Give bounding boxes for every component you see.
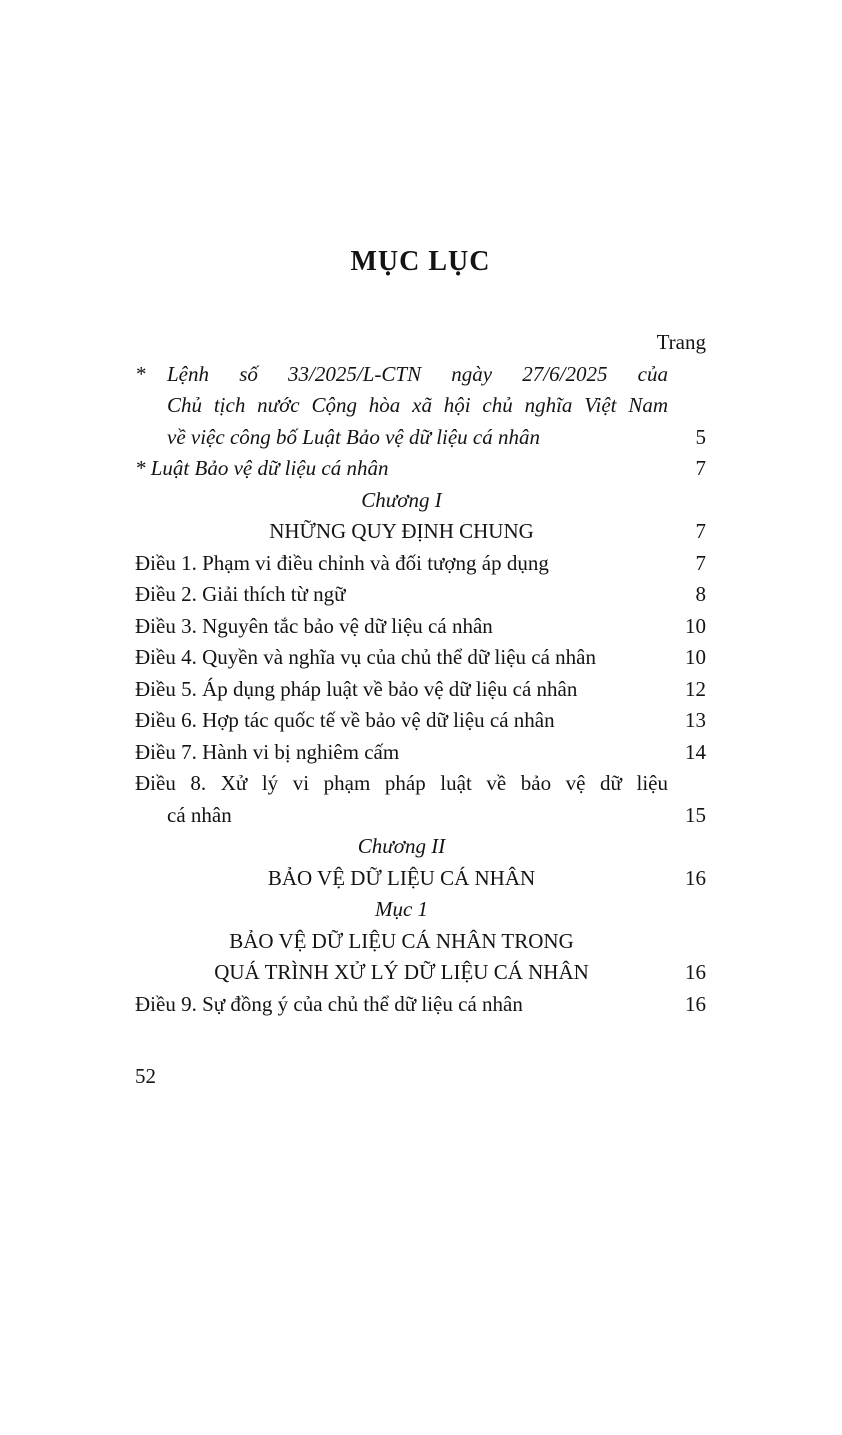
toc-row: [135, 359, 706, 391]
toc-page-number: 16: [685, 991, 706, 1016]
toc-row: [135, 390, 706, 422]
toc-row: [135, 800, 706, 832]
toc-page-number: [668, 894, 706, 926]
toc-rows: [135, 359, 706, 1021]
folio-page-number: 52: [135, 1064, 156, 1088]
toc-entry-text: Điều 3. Nguyên tắc bảo vệ dữ liệu cá nhân: [135, 613, 493, 638]
toc-entry-text: Điều 7. Hành vi bị nghiêm cấm: [135, 739, 400, 764]
toc-row: [135, 926, 706, 958]
toc-entry-text: NHỮNG QUY ĐỊNH CHUNG: [269, 519, 534, 543]
toc-page-number: [668, 359, 706, 391]
toc-row: [135, 989, 706, 1021]
book-page: [0, 245, 842, 1435]
toc-page-number: 15: [685, 802, 706, 827]
toc-entry-text: BẢO VỆ DỮ LIỆU CÁ NHÂN: [267, 865, 536, 890]
toc-row: [135, 548, 706, 580]
toc-page-number: 7: [695, 456, 706, 480]
toc-page-number: [668, 390, 706, 422]
toc-row: [135, 422, 706, 454]
toc-page-number: 10: [685, 645, 706, 669]
toc-row: [135, 957, 706, 989]
toc-entry-text: Chương I: [361, 487, 442, 512]
toc-row: [135, 831, 706, 863]
toc-entry-text: cá nhân: [167, 802, 232, 827]
toc-entry-text: * Lệnh số 33/2025/L-CTN ngày 27/6/2025 của: [135, 359, 668, 391]
toc-entry-text: Điều 8. Xử lý vi phạm pháp luật về bảo vệ dữ liệu: [135, 771, 668, 795]
toc-page-number: 16: [685, 960, 706, 984]
toc-page-number: 16: [685, 865, 706, 890]
toc-row: [135, 485, 706, 517]
toc-entry-text: Điều 2. Giải thích từ ngữ: [135, 582, 346, 606]
table-of-contents: [135, 327, 706, 1020]
toc-entry-text: Mục 1: [374, 897, 429, 921]
toc-row: [135, 642, 706, 674]
toc-row: [135, 674, 706, 706]
toc-page-number: 7: [695, 519, 706, 543]
toc-entry-text: * Luật Bảo vệ dữ liệu cá nhân: [135, 456, 389, 480]
page-content: [135, 245, 706, 1093]
toc-row: [135, 611, 706, 643]
toc-entry-text: Điều 6. Hợp tác quốc tế về bảo vệ dữ liệu cá nhân: [135, 708, 555, 732]
toc-page-number: [668, 768, 706, 800]
toc-page-number: 7: [695, 550, 706, 575]
toc-row: [135, 737, 706, 769]
toc-row: [135, 516, 706, 548]
toc-page-number: 12: [685, 676, 706, 701]
toc-entry-text: Điều 4. Quyền và nghĩa vụ của chủ thể dữ liệu cá nhân: [135, 645, 596, 669]
page-title: MỤC LỤC: [350, 246, 491, 277]
toc-page-number: 8: [695, 582, 706, 606]
toc-page-number: 13: [685, 708, 706, 732]
toc-page-number: [668, 485, 706, 517]
toc-entry-text: Chủ tịch nước Cộng hòa xã hội chủ nghĩa Việt Nam: [167, 393, 668, 417]
toc-page-number: [668, 831, 706, 863]
page-column-header: Trang: [656, 330, 706, 354]
toc-entry-text: về việc công bố Luật Bảo vệ dữ liệu cá nhân: [167, 424, 541, 449]
toc-entry-text: Điều 1. Phạm vi điều chỉnh và đối tượng áp dụng: [135, 550, 549, 575]
toc-row: [135, 863, 706, 895]
toc-row: [135, 705, 706, 737]
toc-row: [135, 894, 706, 926]
toc-row: [135, 768, 706, 800]
toc-row: [135, 453, 706, 485]
toc-entry-text: BẢO VỆ DỮ LIỆU CÁ NHÂN TRONG: [229, 928, 574, 953]
toc-page-number: 10: [685, 613, 706, 638]
toc-page-number: 5: [695, 424, 706, 449]
toc-entry-marker: *: [135, 361, 146, 386]
toc-entry-text: Điều 5. Áp dụng pháp luật về bảo vệ dữ liệu cá nhân: [135, 676, 578, 701]
toc-page-number: [668, 926, 706, 958]
toc-entry-text: QUÁ TRÌNH XỬ LÝ DỮ LIỆU CÁ NHÂN: [214, 960, 589, 984]
toc-page-number: 14: [685, 739, 706, 764]
toc-row: [135, 579, 706, 611]
toc-entry-text: Chương II: [357, 834, 446, 858]
toc-entry-text: Điều 9. Sự đồng ý của chủ thể dữ liệu cá nhân: [135, 991, 523, 1016]
